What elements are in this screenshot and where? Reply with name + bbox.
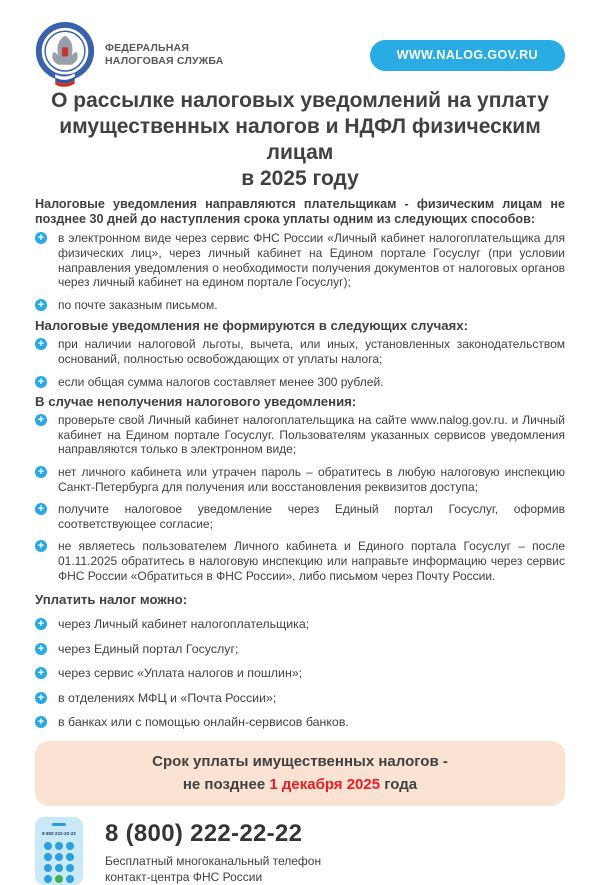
deadline-line1: Срок уплаты имущественных налогов - <box>152 753 448 771</box>
list-item-text: получите налоговое уведомление через Единый портал Госуслуг, оформив соответствующее согласие; <box>58 502 565 531</box>
plus-bullet-icon <box>35 503 47 515</box>
list-item <box>35 715 565 730</box>
contact-block <box>105 817 321 885</box>
plus-bullet-icon <box>35 466 47 478</box>
list-item-text: при наличии налоговой льготы, вычета, или иных, установленных законодательством оснований, полностью освобождающих от уплаты налога; <box>58 337 565 366</box>
list-item-text: проверьте свой Личный кабинет налогоплательщика на сайте www.nalog.gov.ru. и Личный кабинет на Едином портале Госуслуг. Пользователям указанных сервисов уведомления направляются только в электронном виде; <box>58 413 565 457</box>
plus-bullet-icon <box>35 618 47 630</box>
section-pay-methods <box>35 592 565 730</box>
section-heading: Налоговые уведомления не формируются в следующих случаях: <box>35 318 468 334</box>
website-badge[interactable]: WWW.NALOG.GOV.RU <box>370 40 565 71</box>
phone-speaker-bar <box>52 823 66 826</box>
plus-bullet-icon <box>35 643 47 655</box>
section-delivery-methods <box>35 231 565 312</box>
list-item <box>35 298 565 313</box>
page-title <box>35 88 565 192</box>
plus-bullet-icon <box>35 540 47 552</box>
deadline-prefix: не позднее <box>182 776 270 794</box>
list-item <box>35 413 565 457</box>
section-not-formed <box>35 318 565 389</box>
fns-emblem-icon <box>35 23 95 87</box>
list-item-text: если общая сумма налогов составляет менее 300 рублей. <box>58 374 384 389</box>
org-name <box>105 42 224 68</box>
phone-caption <box>105 853 321 885</box>
plus-bullet-icon <box>35 232 47 244</box>
phone-caption-line1: Бесплатный многоканальный телефон <box>105 853 322 868</box>
list-item <box>35 691 565 706</box>
page-title-line2: имущественных налогов и НДФЛ физическим лицам <box>59 115 541 164</box>
plus-bullet-icon <box>35 716 47 728</box>
list-item-text: нет личного кабинета или утрачен пароль – обратитесь в любую налоговую инспекцию Санкт-Петербурга для получения или восстановления реквизитов доступа; <box>58 464 565 494</box>
phone-keypad-icon <box>35 817 83 885</box>
phone-icon-label: 8 800 222-22-22 <box>42 830 76 836</box>
list-item-text: по почте заказным письмом. <box>58 297 218 312</box>
list-item <box>35 337 565 366</box>
list-item <box>35 375 565 390</box>
list-item-text: в электронном виде через сервис ФНС России «Личный кабинет налогоплательщика для физических лиц», через личный кабинет на Едином портале Госуслуг (при условии направления уведомления о необходимости получения документов от налоговых органов через личный кабинет на едином портале Госуслуг); <box>58 231 565 290</box>
deadline-date: 1 декабря 2025 <box>269 776 381 794</box>
phone-caption-line2: контакт-центра ФНС России <box>105 870 263 885</box>
list-item-text: не являетесь пользователем Личного кабинета и Единого портала Госуслуг – после 01.11.2025 обратитесь в налоговую инспекцию или направьте информацию через сервис ФНС России «Обратиться в ФНС России», либо письмом через Почту России. <box>58 539 565 583</box>
list-item-text: через сервис «Уплата налогов и пошлин»; <box>58 666 303 681</box>
list-item <box>35 231 565 289</box>
page-title-line3: в 2025 году <box>241 167 359 190</box>
plus-bullet-icon <box>35 338 47 350</box>
plus-bullet-icon <box>35 414 47 426</box>
list-item-text: через Личный кабинет налогоплательщика; <box>58 617 310 632</box>
footer <box>35 817 565 885</box>
list-item-text: через Единый портал Госуслуг; <box>58 641 239 656</box>
plus-bullet-icon <box>35 692 47 704</box>
org-name-line1: ФЕДЕРАЛЬНАЯ <box>105 41 190 54</box>
plus-bullet-icon <box>35 667 47 679</box>
section-heading: Уплатить налог можно: <box>35 592 188 608</box>
deadline-line2 <box>51 773 549 796</box>
deadline-banner <box>35 741 565 806</box>
list-item <box>35 465 565 494</box>
org-name-line2: НАЛОГОВАЯ СЛУЖБА <box>105 55 224 67</box>
list-item <box>35 539 565 583</box>
header-brand <box>35 23 224 87</box>
phone-number: 8 (800) 222-22-22 <box>105 819 303 847</box>
section-not-received <box>35 394 565 583</box>
deadline-suffix: года <box>380 776 418 794</box>
list-item <box>35 617 565 632</box>
list-item-text: в банках или с помощью онлайн-сервисов банков. <box>58 715 349 730</box>
header <box>35 26 565 84</box>
intro-paragraph: Налоговые уведомления направляются плательщикам - физическим лицам не позднее 30 дней до наступления срока уплаты одним из следующих способов: <box>35 197 565 227</box>
plus-bullet-icon <box>35 299 47 311</box>
plus-bullet-icon <box>35 376 47 388</box>
list-item <box>35 502 565 531</box>
section-heading: В случае неполучения налогового уведомления: <box>35 394 357 410</box>
list-item <box>35 642 565 657</box>
page-title-line1: О рассылке налоговых уведомлений на уплату <box>51 89 549 112</box>
list-item-text: в отделениях МФЦ и «Почта России»; <box>58 690 277 705</box>
list-item <box>35 666 565 681</box>
phone-keypad-dots <box>44 842 74 883</box>
